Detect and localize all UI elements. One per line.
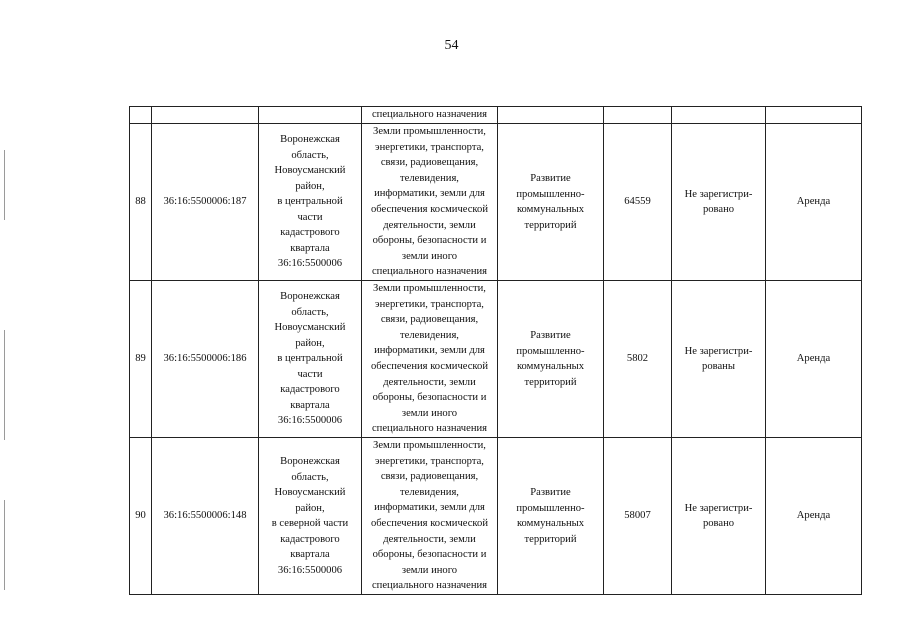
- location-text: Воронежская область, Новоусманский район, в северной части кадастрового квартала 36:16:5500006: [271, 456, 349, 576]
- page-number: 54: [444, 38, 459, 53]
- cell-purpose: [498, 438, 604, 595]
- cell-category: [362, 124, 498, 281]
- cell-category: [362, 107, 498, 124]
- cell-use: [766, 107, 862, 124]
- cell-location: [259, 438, 362, 595]
- cell-cadastral: 36:16:5500006:148: [152, 438, 259, 595]
- cell-area: 64559: [604, 124, 672, 281]
- category-text: Земли промышленности, энергетики, транспорта, связи, радиовещания, телевидения, информатики, земли для обеспечения космической деятельности, земли обороны, безопасности и земли иного специального назначения: [370, 440, 489, 592]
- cell-encumbrance: [672, 124, 766, 281]
- cell-encumbrance: [672, 107, 766, 124]
- cell-cadastral: 36:16:5500006:187: [152, 124, 259, 281]
- category-text: Земли промышленности, энергетики, транспорта, связи, радиовещания, телевидения, информатики, земли для обеспечения космической деятельности, земли обороны, безопасности и земли иного специального назначения: [370, 283, 489, 435]
- location-text: Воронежская область, Новоусманский район, в центральной части кадастрового квартала 36:16:5500006: [274, 134, 346, 270]
- scan-edge-mark: [4, 500, 5, 590]
- table-row-continuation: [130, 107, 862, 124]
- cell-cadastral: 36:16:5500006:186: [152, 281, 259, 438]
- cell-use: Аренда: [766, 124, 862, 281]
- table-row: [130, 124, 862, 281]
- scan-edge-mark: [4, 150, 5, 220]
- cell-encumbrance: [672, 281, 766, 438]
- cell-use: Аренда: [766, 438, 862, 595]
- category-tail-text: специального назначения: [371, 109, 488, 120]
- table-row: [130, 281, 862, 438]
- table-row: [130, 438, 862, 595]
- cell-category: [362, 281, 498, 438]
- category-text: Земли промышленности, энергетики, транспорта, связи, радиовещания, телевидения, информатики, земли для обеспечения космической деятельности, земли обороны, безопасности и земли иного специального назначения: [370, 126, 489, 278]
- cell-location: [259, 124, 362, 281]
- cell-purpose: [498, 124, 604, 281]
- encumbrance-text: Не зарегистри- рованы: [684, 345, 753, 372]
- cell-area: 58007: [604, 438, 672, 595]
- encumbrance-text: Не зарегистри- ровано: [684, 502, 753, 529]
- cell-use: Аренда: [766, 281, 862, 438]
- cell-encumbrance: [672, 438, 766, 595]
- purpose-text: Развитие промышленно- коммунальных территорий: [516, 173, 585, 231]
- cell-area: [604, 107, 672, 124]
- cell-num: [130, 107, 152, 124]
- cell-num: 90: [130, 438, 152, 595]
- cell-num: 89: [130, 281, 152, 438]
- cell-location: [259, 281, 362, 438]
- purpose-text: Развитие промышленно- коммунальных территорий: [516, 330, 585, 388]
- cell-num: 88: [130, 124, 152, 281]
- cell-location: [259, 107, 362, 124]
- cell-category: [362, 438, 498, 595]
- cell-purpose: [498, 281, 604, 438]
- location-text: Воронежская область, Новоусманский район, в центральной части кадастрового квартала 36:16:5500006: [274, 291, 346, 427]
- cell-cadastral: [152, 107, 259, 124]
- land-plots-table: [129, 106, 862, 595]
- scan-edge-mark: [4, 330, 5, 440]
- cell-area: 5802: [604, 281, 672, 438]
- encumbrance-text: Не зарегистри- ровано: [684, 188, 753, 215]
- purpose-text: Развитие промышленно- коммунальных территорий: [516, 487, 585, 545]
- cell-purpose: [498, 107, 604, 124]
